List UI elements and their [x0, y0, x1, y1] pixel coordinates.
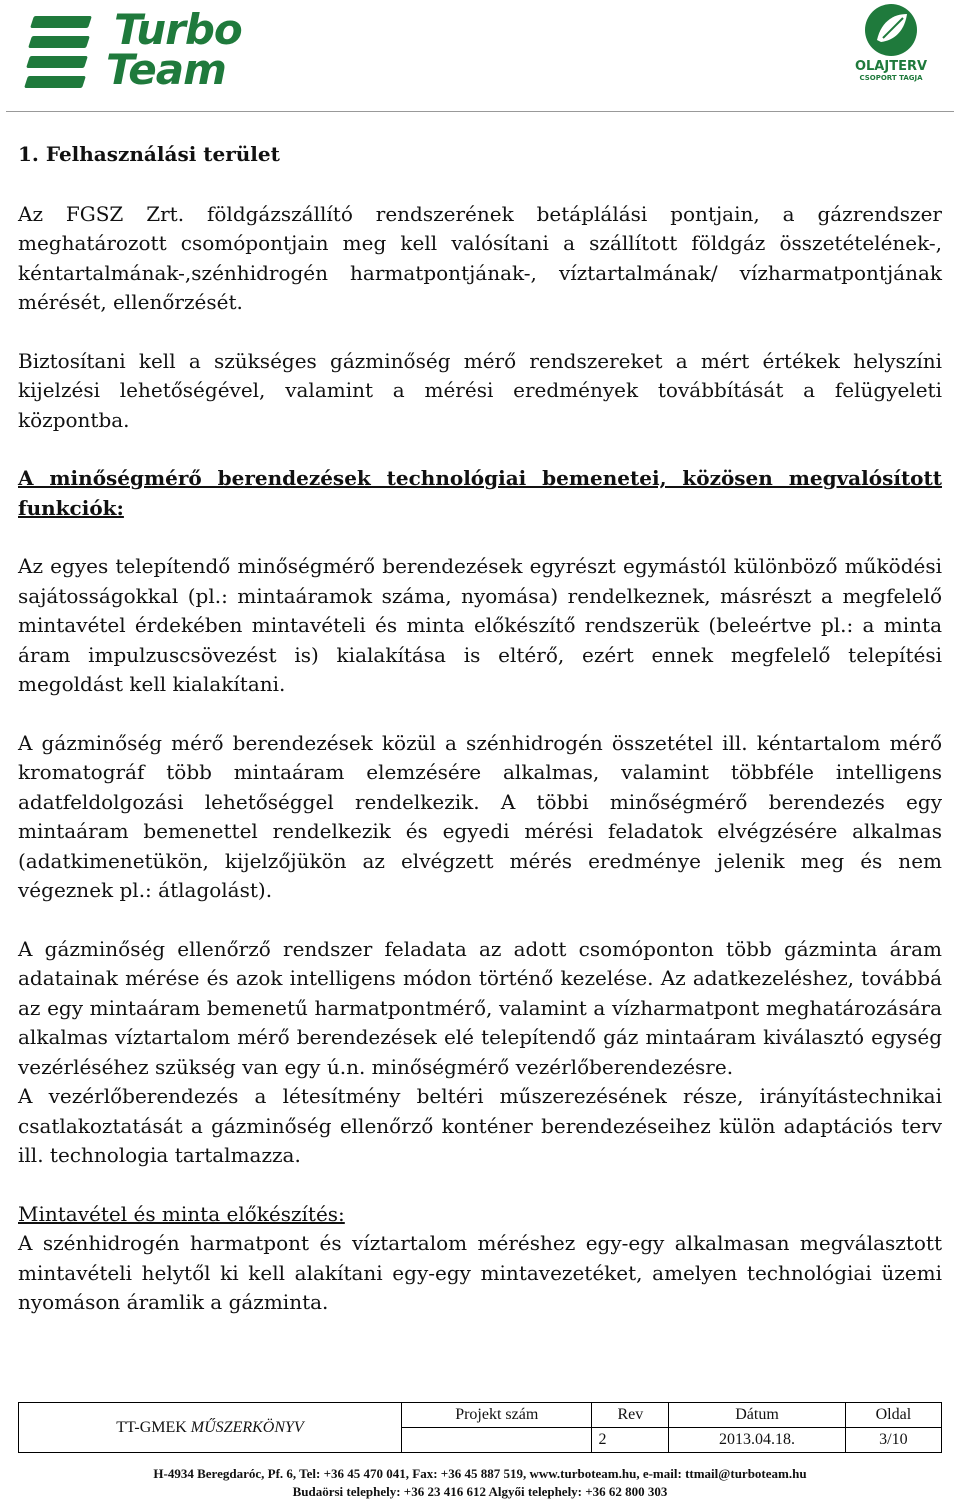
header-divider [6, 111, 954, 112]
footer-col-project: Projekt szám [402, 1403, 592, 1428]
subheading-inputs: A minőségmérő berendezések technológiai bemenetei, közösen megvalósított funkciók: [18, 466, 942, 520]
paragraph-7: A szénhidrogén harmatpont és víztartalom méréshez egy-egy alkalmasan megválasztott mintavételi helytől ki kell alakítani egy-egy mintavezetéket, amelyen technológiai üzemi nyomáson áramlik a gázminta. [18, 1231, 942, 1314]
footer-val-page: 3/10 [845, 1428, 941, 1453]
page-header [0, 0, 960, 112]
footer-col-date: Dátum [669, 1403, 845, 1428]
footer-contact [0, 1465, 960, 1501]
logo-word-team: Team [106, 45, 226, 94]
subheading-sampling: Mintavétel és minta előkészítés: [18, 1201, 345, 1226]
paragraph-3: Az egyes telepítendő minőségmérő berendezések egyrészt egymástól különböző működési sajátosságokkal (pl.: mintaáramok száma, nyomása) rendelkeznek, másrészt a megfelelő mintavétel érdekében mintavételi és minta előkészítő rendszerük (beleértve pl.: a minta áram impulzuscsövezést is) kialakítása is eltérő, ezért ennek megfelelő telepítési megoldást kell kialakítani. [18, 554, 942, 696]
footer-val-date: 2013.04.18. [669, 1428, 845, 1453]
footer-col-rev: Rev [592, 1403, 669, 1428]
paragraph-5: A gázminőség ellenőrző rendszer feladata az adott csomóponton több gázminta áram adatainak mérése és azok intelligens módon történő kezelése. Az adatkezeléshez, továbbá az egy mintaáram bemenetű harmatpontmérő, valamint a vízharmatpont meghatározására alkalmas víztartalom mérő berendezések elé telepítendő gáz mintaáram kiválasztó egység vezérléséhez szükség van egy ú.n. minőségmérő vezérlőberendezésre. [18, 936, 942, 1079]
olajterv-name: OLAJTERV [854, 59, 928, 74]
footer-val-rev: 2 [592, 1428, 669, 1453]
olajterv-leaf-icon [863, 2, 919, 58]
olajterv-sub: CSOPORT TAGJA [859, 74, 923, 82]
footer-info-table [18, 1402, 942, 1453]
footer-sites-line: Budaörsi telephely: +36 23 416 612 Algyői telephely: +36 62 800 303 [292, 1484, 668, 1499]
paragraph-6: A vezérlőberendezés a létesítmény beltéri műszerezésének része, irányítástechnikai csatlakoztatását a gázminőség ellenőrző konténer berendezéseihez külön adaptációs terv ill. technologia tartalmazza. [18, 1084, 942, 1167]
footer-doc-title: TT-GMEK MŰSZERKÖNYV [19, 1403, 402, 1453]
footer-val-project [402, 1428, 592, 1453]
logo-word-turbo: Turbo [114, 5, 242, 54]
paragraph-1: Az FGSZ Zrt. földgázszállító rendszerének betáplálási pontjain, a gázrendszer meghatározott csomópontjain meg kell valósítani a szállított földgáz összetételének-, kéntartalmának-,szénhidrogén harmatpontjának-, víztartalmának/ vízharmatpontjának mérését, ellenőrzését. [18, 201, 942, 314]
paragraph-4: A gázminőség mérő berendezések közül a szénhidrogén összetétel ill. kéntartalom mérő kromatográf több mintaáram elemzésére alkalmas, valamint többféle intelligens adatfeldolgozási lehetőséggel rendelkezik. A többi minőségmérő berendezés egy mintaáram bemenettel rendelkezik és egyedi mérési feladatok elvégzésére alkalmas (adatkimenetükön, kijelzőjükön az elvégzett mérés eredménye jelenik meg és nem végeznek pl.: átlagolást). [18, 730, 942, 902]
turbo-team-logo [26, 5, 326, 94]
document-body [18, 140, 942, 1318]
section-heading: 1. Felhasználási terület [18, 142, 280, 166]
paragraph-2: Biztosítani kell a szükséges gázminőség mérő rendszereket a mért értékek helyszíni kijelzési lehetőségével, valamint a mérési eredmények továbbítását a felügyeleti központba. [18, 348, 942, 432]
footer-col-page: Oldal [845, 1403, 941, 1428]
logo-stripes-icon [26, 16, 118, 88]
footer-address-line: H-4934 Beregdaróc, Pf. 6, Tel: +36 45 470 041, Fax: +36 45 887 519, www.turboteam.hu, e-mail: ttmail@turboteam.hu [153, 1466, 807, 1481]
olajterv-logo [836, 2, 946, 98]
